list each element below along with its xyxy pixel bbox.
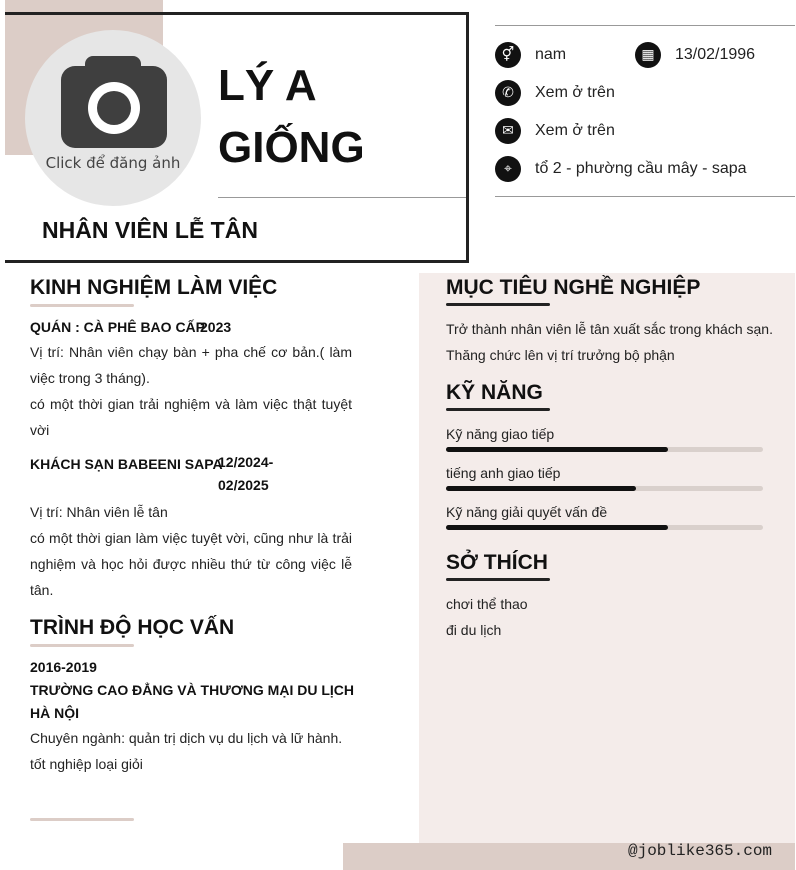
candidate-name[interactable] [218, 55, 458, 179]
experience-title: KINH NGHIỆM LÀM VIỆC [30, 276, 278, 299]
section-underline [446, 578, 550, 581]
name-line2: GIỐNG [218, 123, 365, 172]
job2-period[interactable]: 12/2024- 02/2025 [218, 454, 274, 493]
contact-email[interactable]: ✉ Xem ở trên [495, 118, 615, 144]
section-underline [30, 818, 134, 821]
skill-bar [446, 486, 763, 491]
job2-position[interactable]: Vị trí: Nhân viên lễ tân [30, 504, 168, 520]
location-icon: ⌖ [495, 156, 521, 182]
skill-label[interactable]: Kỹ năng giao tiếp [446, 426, 555, 442]
email-icon: ✉ [495, 118, 521, 144]
photo-caption: Click để đăng ảnh [45, 154, 181, 172]
calendar-icon: ▦ [635, 42, 661, 68]
contact-section [495, 25, 795, 197]
gender-icon: ⚥ [495, 42, 521, 68]
footer-watermark: @joblike365.com [628, 842, 773, 860]
education-result[interactable]: tốt nghiệp loại giỏi [30, 756, 143, 772]
objective-line1[interactable]: Trở thành nhân viên lễ tân xuất sắc trong khách sạn. [446, 321, 773, 337]
education-major[interactable]: Chuyên ngành: quản trị dịch vụ du lịch và lữ hành. [30, 730, 343, 746]
hobby-item[interactable]: đi du lịch [446, 622, 502, 638]
profile-photo-upload[interactable] [25, 30, 201, 206]
section-underline [30, 644, 134, 647]
objective-title: MỤC TIÊU NGHỀ NGHIỆP [446, 276, 701, 299]
job1-period[interactable]: 2023 [200, 319, 232, 335]
section-underline [446, 408, 550, 411]
skill-label[interactable]: Kỹ năng giải quyết vấn đề [446, 504, 608, 520]
contact-phone[interactable]: ✆ Xem ở trên [495, 80, 615, 106]
education-school[interactable]: TRƯỜNG CAO ĐẲNG VÀ THƯƠNG MẠI DU LỊCH HÀ NỘI [30, 682, 354, 721]
job2-company[interactable]: KHÁCH SẠN BABEENI SAPA [30, 456, 223, 472]
section-underline [30, 304, 134, 307]
education-title: TRÌNH ĐỘ HỌC VẤN [30, 616, 235, 639]
skills-title: KỸ NĂNG [446, 381, 543, 404]
objective-line2[interactable]: Thăng chức lên vị trí trưởng bộ phận [446, 347, 675, 363]
contact-address[interactable]: ⌖ tổ 2 - phường cầu mây - sapa [495, 156, 747, 182]
section-underline [446, 303, 550, 306]
job1-company[interactable]: QUÁN : CÀ PHÊ BAO CẤP [30, 319, 206, 335]
hobby-item[interactable]: chơi thể thao [446, 596, 528, 612]
name-line1: LÝ A [218, 61, 317, 110]
contact-gender[interactable]: ⚥ nam [495, 42, 566, 68]
education-period[interactable]: 2016-2019 [30, 659, 97, 675]
job1-position[interactable]: Vị trí: Nhân viên chạy bàn + pha chế cơ bản.( làm việc trong 3 tháng). [30, 344, 352, 386]
hobbies-title: SỞ THÍCH [446, 551, 548, 574]
skill-bar [446, 447, 763, 452]
phone-icon: ✆ [495, 80, 521, 106]
skill-label[interactable]: tiếng anh giao tiếp [446, 465, 561, 481]
job2-description[interactable]: có một thời gian làm việc tuyệt vời, cũng như là trải nghiệm và học hỏi được nhiều thứ từ công việc lễ tân. [30, 530, 352, 598]
job-title[interactable]: NHÂN VIÊN LỄ TÂN [42, 217, 258, 243]
job1-description[interactable]: có một thời gian trải nghiệm và làm việc thật tuyệt vời [30, 396, 352, 438]
divider [218, 197, 466, 198]
contact-birthdate[interactable]: ▦ 13/02/1996 [635, 42, 755, 68]
skill-bar [446, 525, 763, 530]
